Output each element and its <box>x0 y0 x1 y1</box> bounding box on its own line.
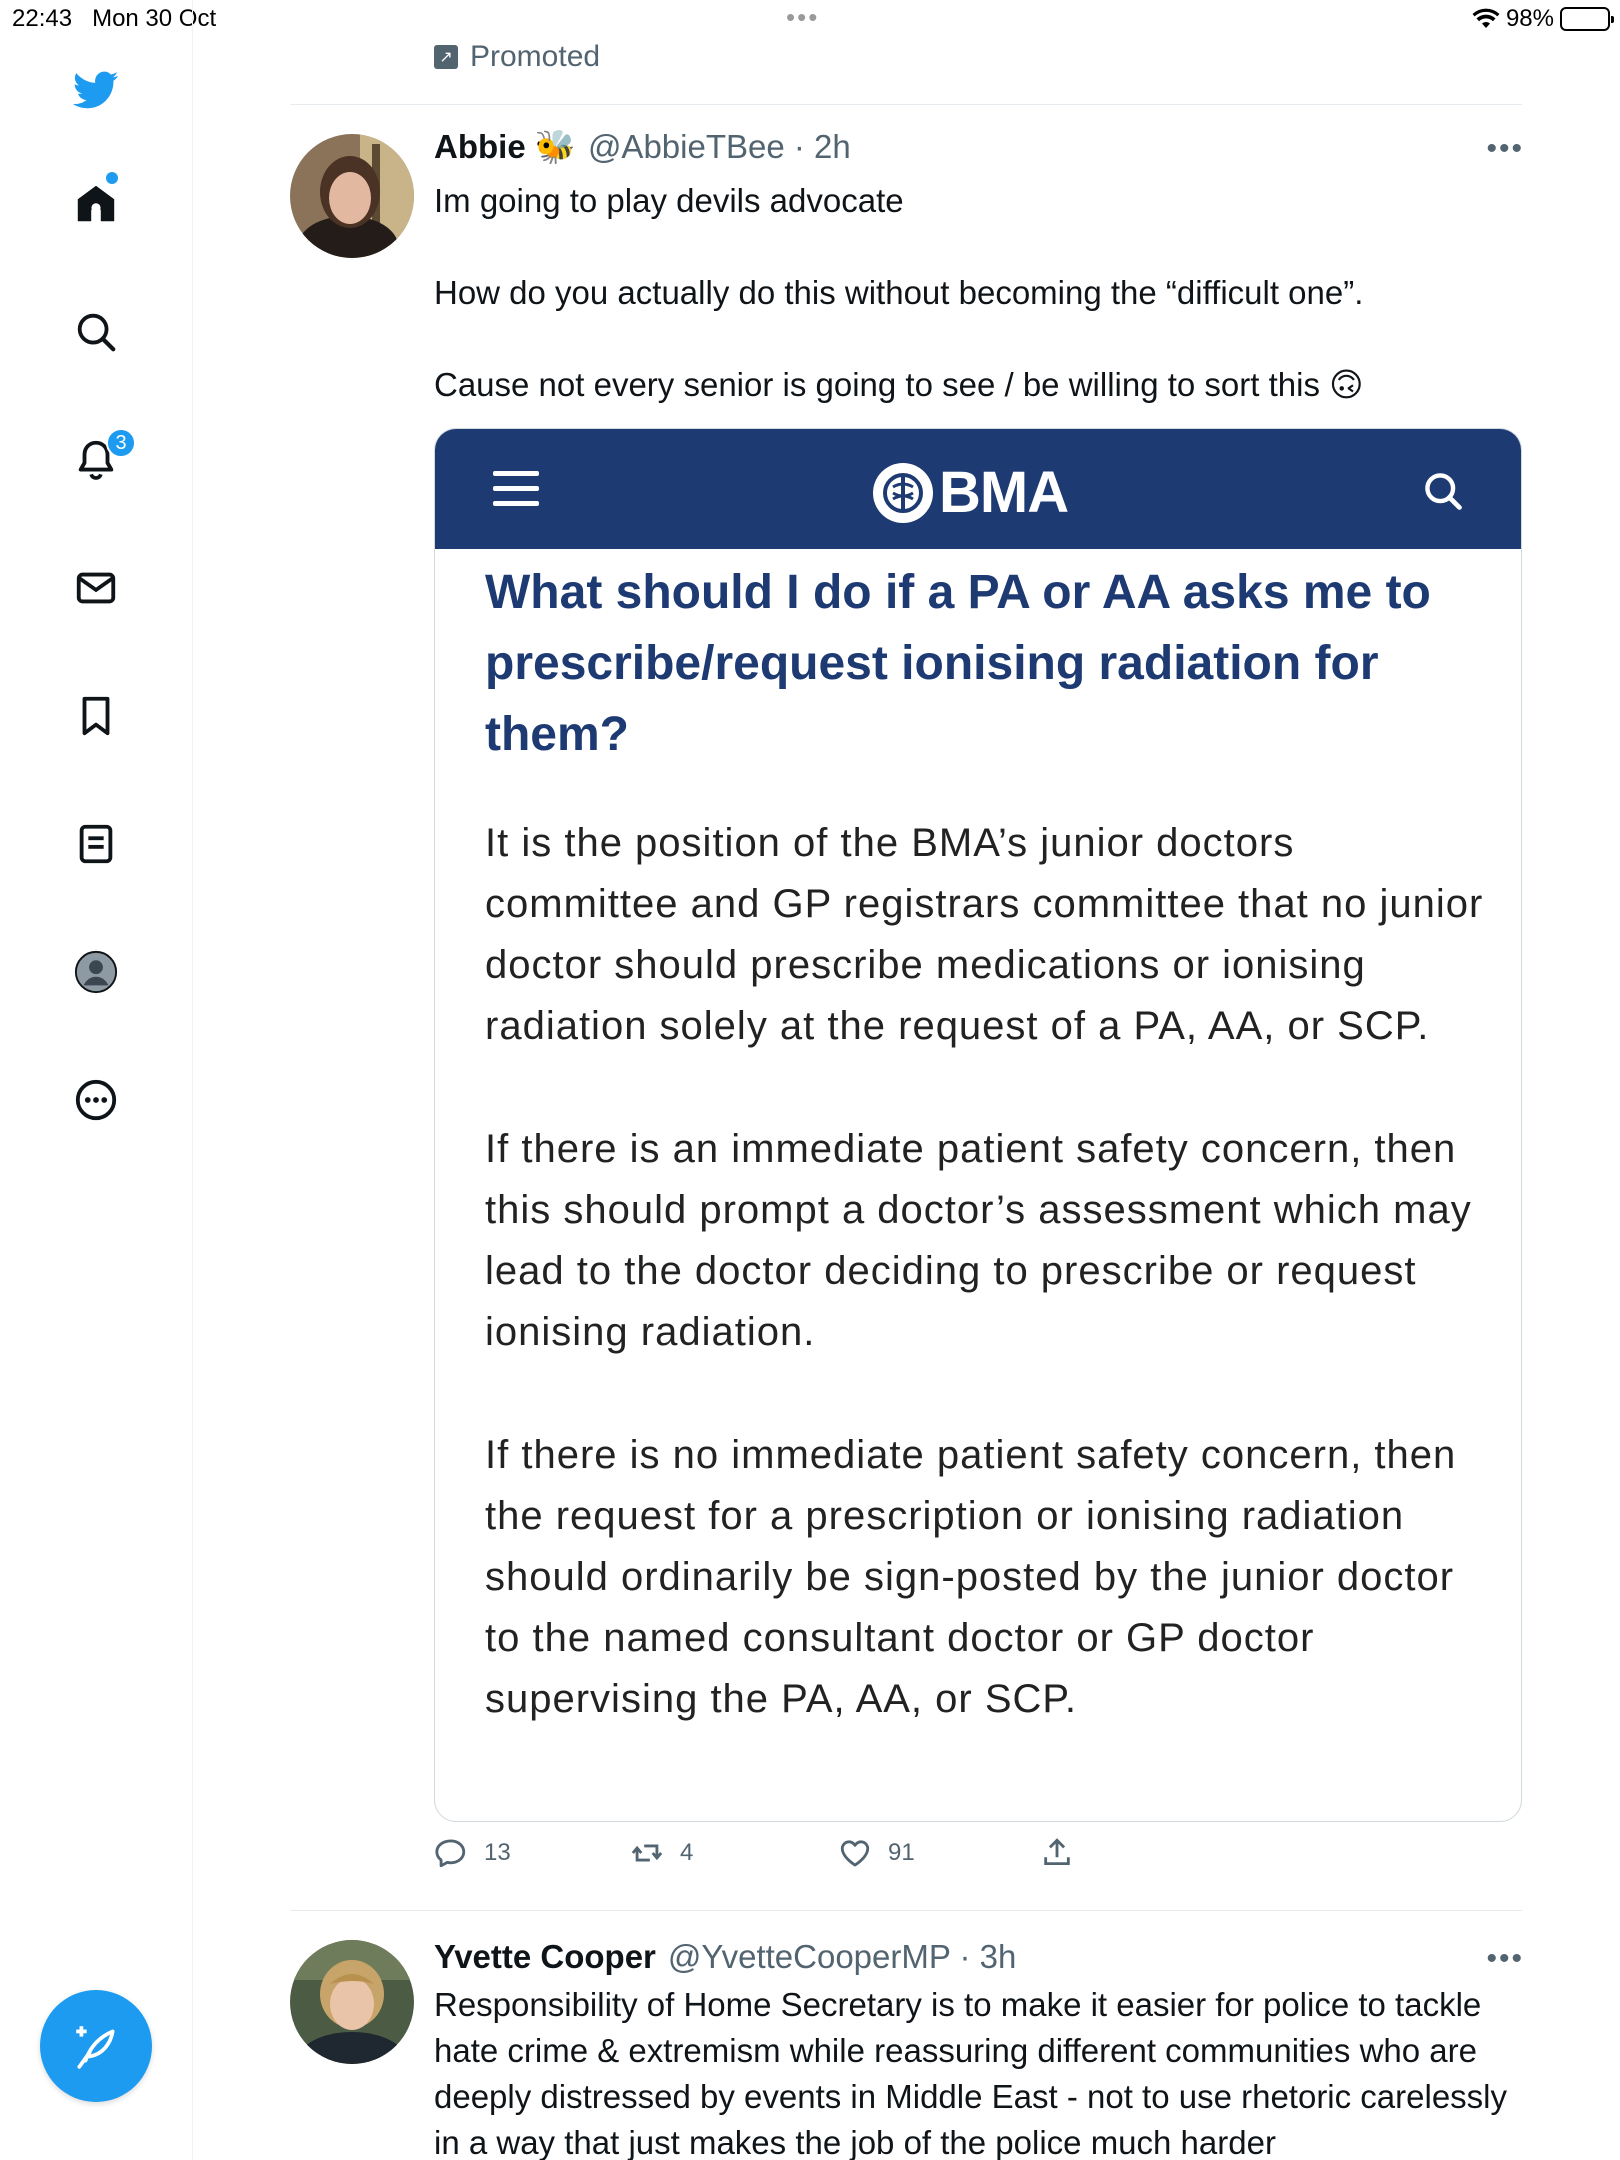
sidebar <box>0 0 193 2160</box>
share-icon <box>1040 1836 1074 1870</box>
tweet-time: · 2h <box>793 128 851 165</box>
multitasking-dots-icon[interactable]: ••• <box>786 2 820 32</box>
author-meta <box>668 1938 1016 1976</box>
reply-button[interactable] <box>434 1836 511 1870</box>
author-handle[interactable]: @YvetteCooperMP <box>667 1938 951 1975</box>
like-button[interactable] <box>838 1836 915 1870</box>
bma-logo-text: BMA <box>939 460 1069 525</box>
date: Mon 30 Oct <box>92 5 217 32</box>
card-paragraph: If there is no immediate patient safety concern, then the request for a prescription or ionising radiation should ordinarily be sign-posted by the junior doctor to the named consultant doctor or GP doctor supervising the PA, AA, or SCP. <box>485 1433 1457 1721</box>
author-handle[interactable]: @AbbieTBee <box>587 128 785 165</box>
bma-logo <box>873 459 1068 526</box>
hamburger-menu-icon <box>493 471 539 507</box>
author-meta <box>588 128 851 166</box>
retweet-button[interactable] <box>630 1836 693 1870</box>
avatar-yvette-cooper[interactable] <box>290 1940 414 2064</box>
notifications-badge: 3 <box>106 428 136 458</box>
tweet-more-icon[interactable]: ••• <box>1486 132 1524 165</box>
battery-icon <box>1560 7 1610 31</box>
author-name[interactable]: Abbie 🐝 <box>434 128 576 165</box>
bma-header <box>435 429 1521 549</box>
lists-icon[interactable] <box>66 814 126 874</box>
author-name[interactable]: Yvette Cooper <box>434 1938 656 1975</box>
feed-divider <box>290 104 1522 105</box>
tweet-time: · 3h <box>959 1938 1017 1975</box>
tweet-line: Cause not every senior is going to see / be willing to sort this 🙃 <box>434 366 1364 403</box>
heart-icon <box>838 1836 872 1870</box>
retweet-count: 4 <box>680 1839 694 1866</box>
tweet-image-card[interactable] <box>434 428 1522 1822</box>
tweet-line: How do you actually do this without becoming the “difficult one”. <box>434 274 1364 311</box>
card-heading: What should I do if a PA or AA asks me to prescribe/request ionising radiation for them? <box>485 566 1431 761</box>
reply-count: 13 <box>484 1839 511 1866</box>
tweet-text <box>434 178 1524 408</box>
avatar-abbie[interactable] <box>290 134 414 258</box>
search-icon[interactable] <box>66 302 126 362</box>
card-paragraph: If there is an immediate patient safety concern, then this should prompt a doctor’s assessment which may lead to the doctor deciding to prescribe or request ionising radiation. <box>485 1127 1472 1354</box>
like-count: 91 <box>888 1839 915 1866</box>
tweet-header <box>434 1938 1016 1976</box>
status-right <box>1472 5 1610 33</box>
home-unread-dot <box>106 172 118 184</box>
tweet-more-icon[interactable]: ••• <box>1486 1942 1524 1975</box>
profile-avatar-icon[interactable] <box>66 942 126 1002</box>
tweet-text: Responsibility of Home Secretary is to make it easier for police to tackle hate crime & extremism while reassuring different communities who are deeply distressed by events in Middle East - not to use rhetoric carelessly in a way that just makes the job of the police much harder <box>434 1986 1508 2160</box>
tweet-actions <box>434 1836 1134 1886</box>
card-paragraph: It is the position of the BMA’s junior doctors committee and GP registrars committee that no junior doctor should prescribe medications or ionising radiation solely at the request of a PA, AA, or SCP. <box>485 821 1484 1048</box>
twitter-logo-icon[interactable] <box>66 60 126 120</box>
feed-divider <box>290 1910 1522 1911</box>
status-bar <box>0 0 1620 40</box>
promoted-arrow-icon: ↗ <box>434 45 458 69</box>
home-icon[interactable] <box>66 174 126 234</box>
tweet-line: Im going to play devils advocate <box>434 182 904 219</box>
bookmarks-icon[interactable] <box>66 686 126 746</box>
retweet-icon <box>630 1836 664 1870</box>
promoted-text: Promoted <box>470 40 601 73</box>
bma-search-icon <box>1421 469 1465 513</box>
share-button[interactable] <box>1040 1836 1074 1870</box>
reply-icon <box>434 1836 468 1870</box>
compose-feather-icon <box>71 2021 121 2071</box>
more-options-icon[interactable] <box>66 1070 126 1130</box>
battery-percent: 98% <box>1505 5 1554 32</box>
wifi-icon <box>1472 8 1500 30</box>
tweet-header <box>434 128 851 167</box>
messages-envelope-icon[interactable] <box>66 558 126 618</box>
compose-tweet-button[interactable] <box>40 1990 152 2102</box>
bma-logo-emblem <box>873 463 933 523</box>
clock: 22:43 <box>12 5 73 32</box>
promoted-label <box>434 40 600 74</box>
